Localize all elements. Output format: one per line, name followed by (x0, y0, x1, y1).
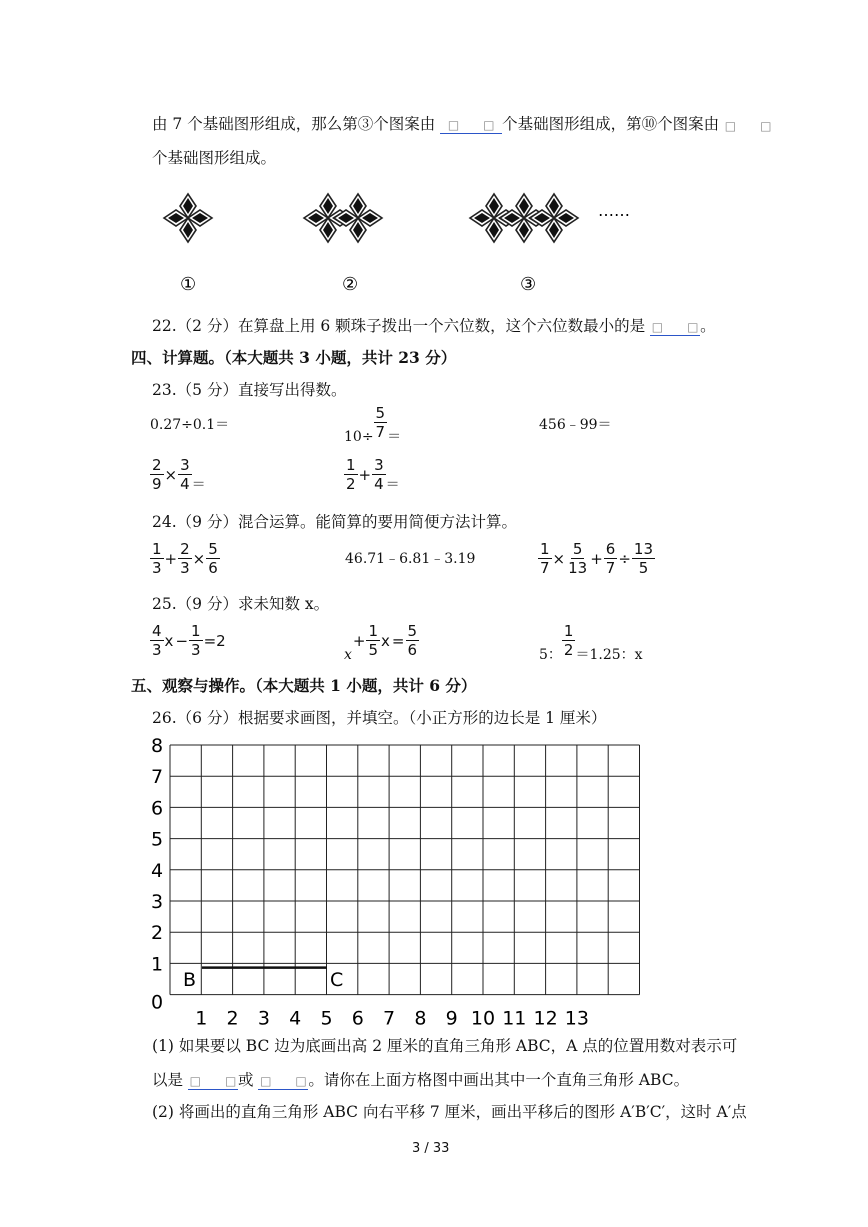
q24-expr-2: 46.71﹣6.81﹣3.19 (345, 551, 476, 567)
q22-line: 22.（2 分）在算盘上用 6 颗珠子拨出一个六位数，这个六位数最小的是 □ □ 。 (152, 317, 716, 335)
x-tick-label: 10 (470, 1007, 496, 1030)
y-tick-label: 5 (151, 828, 164, 851)
q23-expr-5: $\frac{1}{2}$ + $\frac{3}{4}$ ＝ (346, 456, 400, 493)
x-tick-label: 4 (289, 1007, 302, 1030)
x-tick-label: 5 (320, 1007, 333, 1030)
y-tick-label: 3 (151, 891, 164, 913)
q26-part1-line2: 以是 □ □ 或 □ □ 。请你在上面方格图中画出其中一个直角三角形 ABC。 (152, 1071, 690, 1089)
ellipsis: …… (598, 201, 630, 220)
q21-line2: 个基础图形组成。 (152, 149, 277, 167)
x-tick-label: 1 (195, 1007, 208, 1030)
q21-line1: 由 7 个基础图形组成，那么第③个图案由 □ □ 个基础图形组成，第⑩个图案由 □ □ (152, 115, 772, 133)
x-tick-label: 12 (533, 1007, 558, 1030)
q25-expr-3: 5： $\frac{1}{2}$ ＝1.25：x (539, 622, 643, 663)
answer-blank[interactable]: □ □ (260, 1074, 307, 1088)
q23-expr-3: 456﹣99＝ (539, 417, 612, 433)
figure-label-3: ③ (520, 274, 537, 295)
figure-label-2: ② (342, 274, 359, 295)
answer-blank[interactable]: □ □ (440, 116, 502, 134)
y-tick-label: 7 (151, 766, 164, 789)
q25-expr-1: $\frac{4}{3}$ x − $\frac{1}{3}$ =2 (152, 622, 226, 659)
answer-blank[interactable]: □ □ (724, 119, 772, 133)
y-tick-label: 0 (151, 991, 164, 1014)
q25-expr-2: x+ $\frac{1}{5}$ x = $\frac{5}{6}$ (344, 622, 418, 663)
x-tick-label: 9 (445, 1007, 458, 1030)
q23-expr-2: 10÷ $\frac{5}{7}$ ＝ (344, 404, 402, 445)
pattern-1 (164, 194, 212, 242)
y-tick-label: 1 (151, 953, 164, 976)
q24-expr-1: $\frac{1}{3}$ + $\frac{2}{3}$ × $\frac{5}{6}$ (152, 540, 218, 577)
x-tick-label: 7 (383, 1007, 396, 1030)
q26-text: 26.（6 分）根据要求画图，并填空。（小正方形的边长是 1 厘米） (152, 709, 607, 727)
pattern-3 (470, 194, 578, 242)
x-tick-label: 8 (414, 1007, 427, 1030)
answer-blank[interactable]: □ □ (651, 320, 699, 334)
y-tick-label: 6 (151, 797, 164, 820)
q23-expr-1: 0.27÷0.1＝ (150, 417, 230, 433)
answer-blank[interactable]: □ □ (189, 1074, 237, 1088)
point-b-label: B (183, 969, 197, 991)
section-title: 五、观察与操作。（本大题共 1 小题，共计 6 分） (131, 676, 477, 695)
x-tick-label: 11 (502, 1007, 527, 1030)
q23-text: 23.（5 分）直接写出得数。 (152, 381, 347, 399)
pattern-2 (304, 194, 382, 242)
x-tick-label: 6 (351, 1007, 364, 1030)
section-title: 四、计算题。（本大题共 3 小题，共计 23 分） (131, 348, 457, 367)
pattern-figure (148, 176, 638, 300)
q24-expr-3: $\frac{1}{7}$ × $\frac{5}{13}$ + $\frac{6}{7}$ ÷ $\frac{13}{5}$ (540, 540, 654, 577)
q25-text: 25.（9 分）求未知数 x。 (152, 595, 330, 613)
q26-part1-line1: (1) 如果要以 BC 边为底画出高 2 厘米的直角三角形 ABC，A 点的位置用数对表示可 (152, 1037, 738, 1055)
y-tick-label: 4 (151, 859, 164, 882)
point-c-label: C (330, 969, 344, 991)
x-tick-label: 3 (257, 1007, 270, 1030)
q26-part2-line: (2) 将画出的直角三角形 ABC 向右平移 7 厘米，画出平移后的图形 A′B′C′，这时 A′点 (152, 1103, 747, 1121)
coordinate-grid[interactable] (140, 730, 660, 1030)
x-tick-label: 13 (564, 1007, 589, 1030)
page-number: 3 / 33 (412, 1141, 450, 1156)
y-tick-label: 8 (151, 735, 164, 757)
q24-text: 24.（9 分）混合运算。能简算的要用简便方法计算。 (152, 513, 517, 531)
y-tick-label: 2 (151, 922, 164, 945)
x-tick-label: 2 (226, 1007, 239, 1030)
figure-label-1: ① (180, 274, 197, 295)
q23-expr-4: $\frac{2}{9}$ × $\frac{3}{4}$ ＝ (152, 456, 206, 493)
